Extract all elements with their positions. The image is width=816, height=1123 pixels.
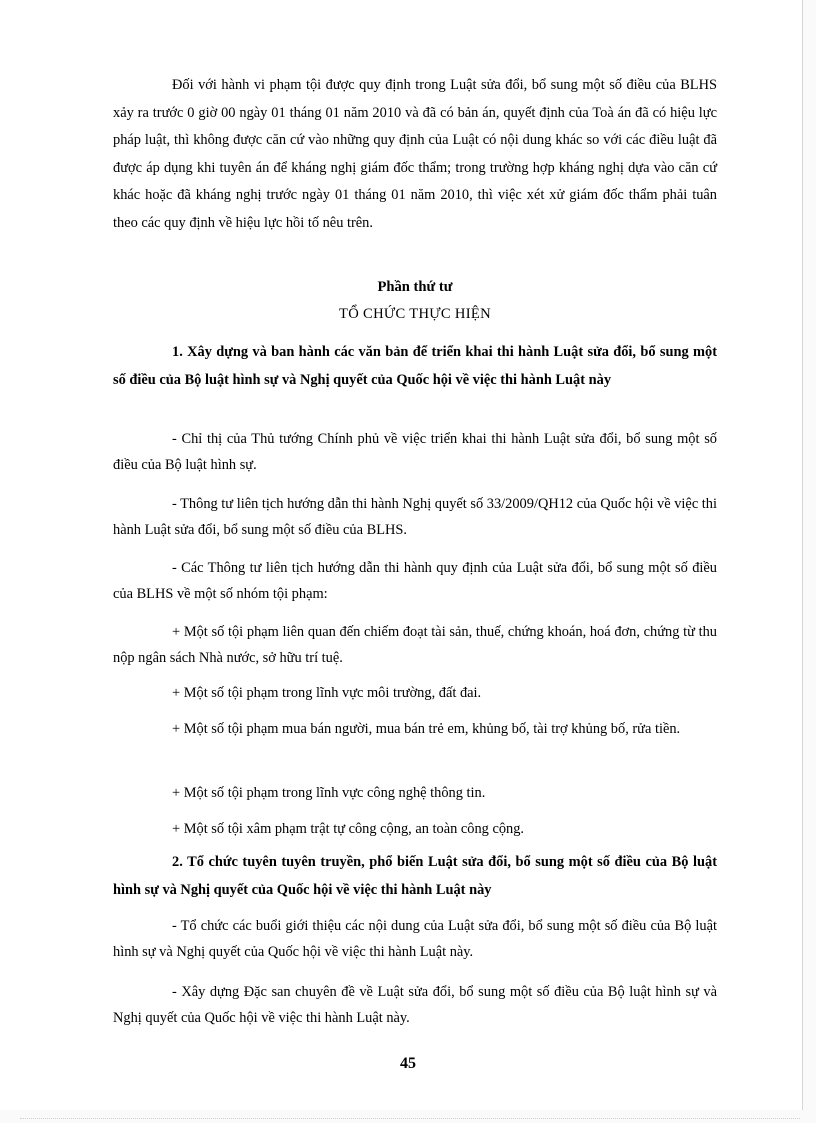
intro-paragraph: Đối với hành vi phạm tội được quy định trong Luật sửa đổi, bổ sung một số điều của BLHS xảy ra trước 0 giờ 00 ngày 01 tháng 01 năm 2010 và đã có bản án, quyết định của Toà án đã có hiệu lực pháp luật, thì không được căn cứ vào những quy định của Luật có nội dung khác so với các điều luật đã được áp dụng khi tuyên án để kháng nghị giám đốc thẩm; trong trường hợp kháng nghị dựa vào căn cứ khác hoặc đã kháng nghị trước ngày 01 tháng 01 năm 2010, thì việc xét xử giám đốc thẩm phải tuân theo các quy định về hiệu lực hồi tố nêu trên. (113, 77, 717, 231)
section-2-heading: 2. Tổ chức tuyên tuyên truyền, phổ biến Luật sửa đổi, bổ sung một số điều của Bộ luật hình sự và Nghị quyết của Quốc hội về việc thi hành Luật này (113, 854, 717, 898)
section-2-item: - Xây dựng Đặc san chuyên đề về Luật sửa đổi, bổ sung một số điều của Bộ luật hình sự và Nghị quyết của Quốc hội về việc thi hành Luật này. (113, 984, 717, 1026)
section-1-item: - Thông tư liên tịch hướng dẫn thi hành Nghị quyết số 33/2009/QH12 của Quốc hội về việc thi hành Luật sửa đổi, bổ sung một số điều của BLHS. (113, 496, 717, 538)
crime-group-item: + Một số tội xâm phạm trật tự công cộng, an toàn công cộng. (172, 821, 525, 837)
crime-group-item: + Một số tội phạm trong lĩnh vực môi trường, đất đai. (172, 685, 482, 701)
part-heading: Phần thứ tư (377, 279, 453, 295)
part-title: TỔ CHỨC THỰC HIỆN (339, 306, 491, 322)
page-number: 45 (400, 1055, 416, 1072)
crime-group-item: + Một số tội phạm liên quan đến chiếm đoạt tài sản, thuế, chứng khoán, hoá đơn, chứng từ thu nộp ngân sách Nhà nước, sở hữu trí tuệ. (113, 624, 717, 666)
page-edge-bottom (0, 1110, 816, 1123)
crime-group-item: + Một số tội phạm trong lĩnh vực công nghệ thông tin. (172, 785, 486, 801)
section-1-item: - Các Thông tư liên tịch hướng dẫn thi hành quy định của Luật sửa đổi, bổ sung một số điều của BLHS về một số nhóm tội phạm: (113, 560, 717, 602)
section-2-item: - Tổ chức các buổi giới thiệu các nội dung của Luật sửa đổi, bổ sung một số điều của Bộ luật hình sự và Nghị quyết của Quốc hội về việc thi hành Luật này. (113, 918, 717, 960)
page-bottom-divider (20, 1118, 800, 1119)
section-1-heading: 1. Xây dựng và ban hành các văn bản để triển khai thi hành Luật sửa đổi, bổ sung một số điều của Bộ luật hình sự và Nghị quyết của Quốc hội về việc thi hành Luật này (113, 344, 717, 388)
page-edge-right (802, 0, 816, 1110)
section-1-item: - Chỉ thị của Thủ tướng Chính phủ về việc triển khai thi hành Luật sửa đổi, bổ sung một số điều của Bộ luật hình sự. (113, 431, 717, 473)
crime-group-item: + Một số tội phạm mua bán người, mua bán trẻ em, khủng bố, tài trợ khủng bố, rửa tiền. (172, 721, 681, 737)
